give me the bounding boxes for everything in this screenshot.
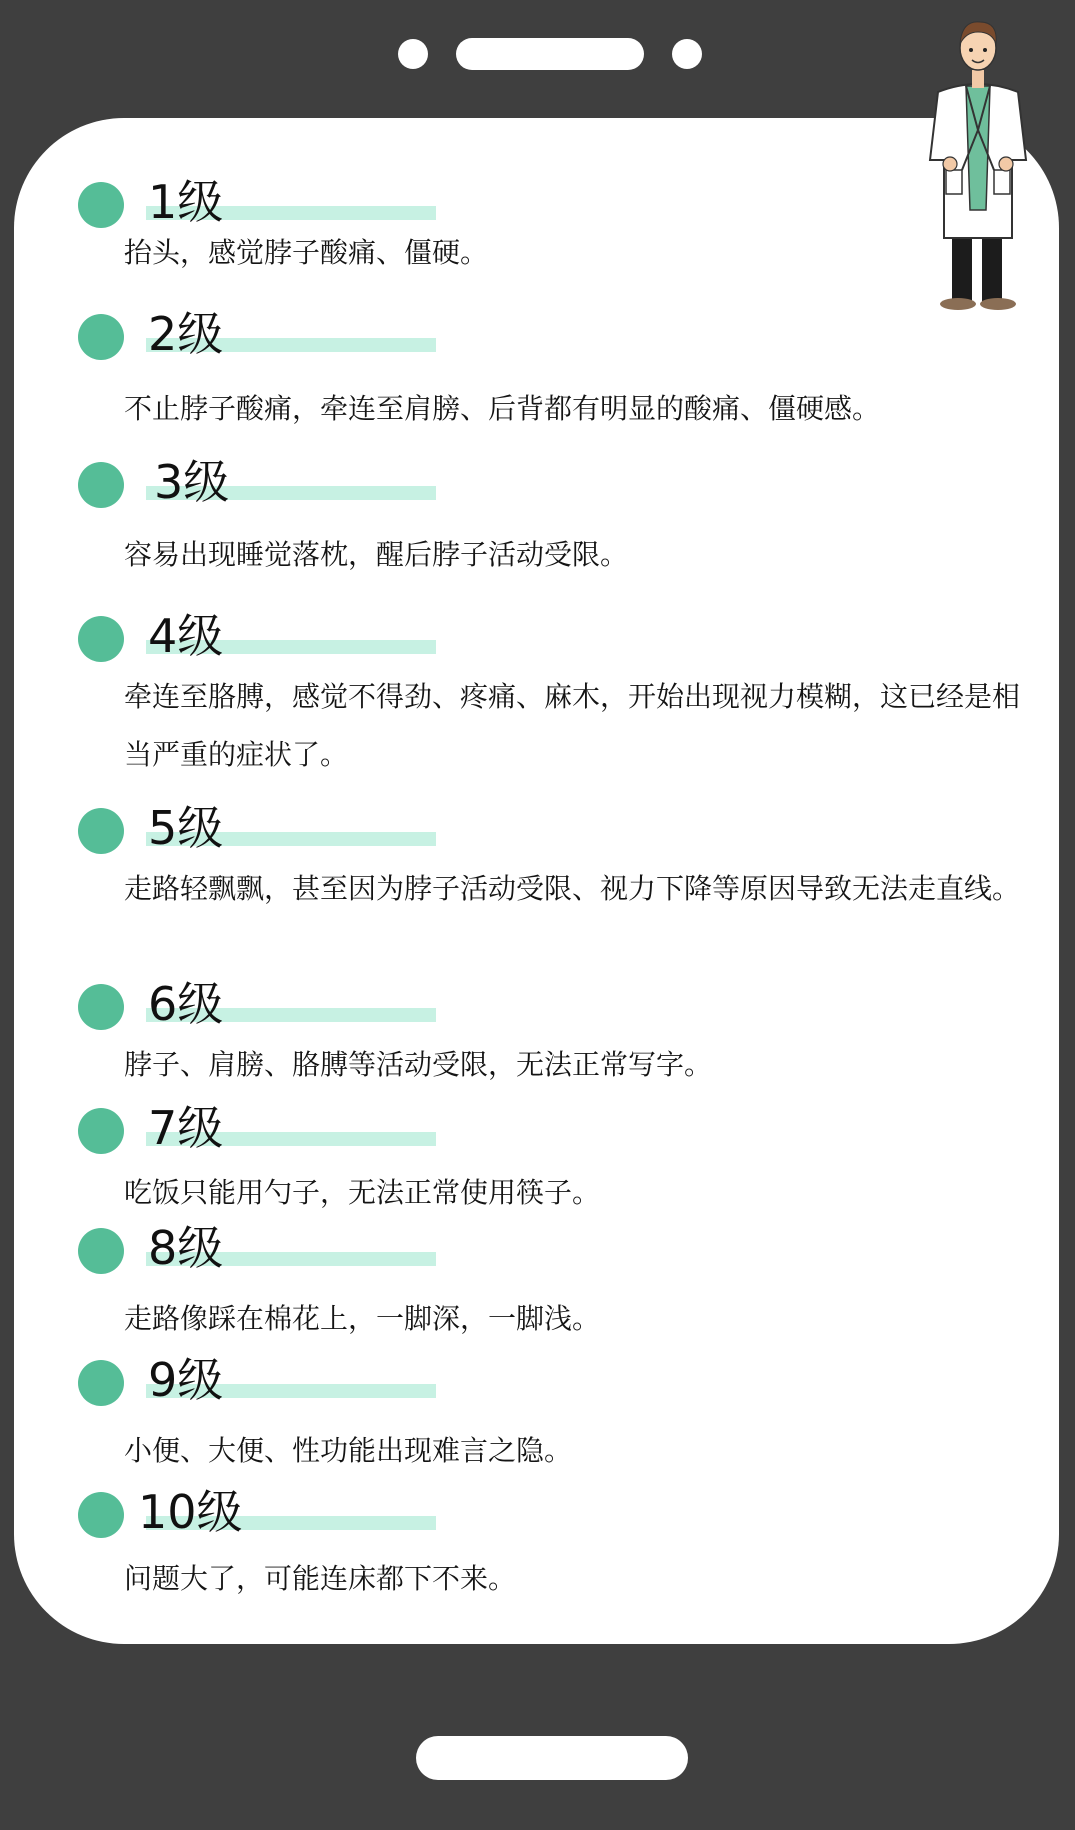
- level-item: [78, 455, 1038, 584]
- level-header: [78, 1101, 1038, 1164]
- level-bullet: [78, 314, 124, 360]
- level-title: 6级: [148, 977, 224, 1031]
- level-header: [78, 175, 1038, 238]
- home-button[interactable]: [416, 1736, 688, 1780]
- front-camera-left: [398, 39, 428, 69]
- level-bullet: [78, 808, 124, 854]
- level-header: [78, 609, 1038, 672]
- level-description: 脖子、肩膀、胳膊等活动受限，无法正常写字。: [124, 1048, 713, 1081]
- level-item: [78, 175, 1038, 282]
- level-item: [78, 1353, 1038, 1480]
- level-header: [78, 1485, 1038, 1548]
- level-header: [78, 1353, 1038, 1416]
- level-bullet: [78, 1228, 124, 1274]
- level-title: 4级: [148, 609, 224, 663]
- level-description: 吃饭只能用勺子，无法正常使用筷子。: [124, 1176, 601, 1209]
- level-header: [78, 455, 1038, 518]
- level-title: 9级: [148, 1353, 224, 1407]
- level-title: 7级: [148, 1101, 224, 1155]
- level-header: [78, 977, 1038, 1040]
- level-item: [78, 977, 1038, 1094]
- level-bullet: [78, 616, 124, 662]
- level-item: [78, 1101, 1038, 1222]
- level-item: [78, 307, 1038, 438]
- front-camera-right: [672, 39, 702, 69]
- speaker-grille: [456, 38, 644, 70]
- level-title: 10级: [138, 1485, 243, 1539]
- level-description: 抬头，感觉脖子酸痛、僵硬。: [124, 236, 489, 269]
- level-title: 3级: [154, 455, 230, 509]
- level-description: 问题大了，可能连床都下不来。: [124, 1562, 517, 1595]
- level-bullet: [78, 182, 124, 228]
- level-bullet: [78, 1108, 124, 1154]
- level-bullet: [78, 984, 124, 1030]
- level-item: [78, 609, 1038, 784]
- level-title: 2级: [148, 307, 224, 361]
- level-description: 容易出现睡觉落枕，醒后脖子活动受限。: [124, 538, 629, 571]
- level-bullet: [78, 1360, 124, 1406]
- level-header: [78, 307, 1038, 370]
- level-item: [78, 1485, 1038, 1608]
- level-item: [78, 801, 1038, 918]
- level-description: 走路轻飘飘，甚至因为脖子活动受限、视力下降等原因导致无法走直线。: [124, 872, 1021, 905]
- level-header: [78, 801, 1038, 864]
- level-description: 不止脖子酸痛，牵连至肩膀、后背都有明显的酸痛、僵硬感。: [124, 392, 881, 425]
- level-description: 走路像踩在棉花上，一脚深，一脚浅。: [124, 1302, 601, 1335]
- level-description: 小便、大便、性功能出现难言之隐。: [124, 1434, 573, 1467]
- level-title: 8级: [148, 1221, 224, 1275]
- level-title: 5级: [148, 801, 224, 855]
- level-bullet: [78, 462, 124, 508]
- level-item: [78, 1221, 1038, 1348]
- level-bullet: [78, 1492, 124, 1538]
- level-title: 1级: [148, 175, 224, 229]
- level-header: [78, 1221, 1038, 1284]
- level-description: 牵连至胳膊，感觉不得劲、疼痛、麻木，开始出现视力模糊，这已经是相当严重的症状了。: [124, 680, 1021, 771]
